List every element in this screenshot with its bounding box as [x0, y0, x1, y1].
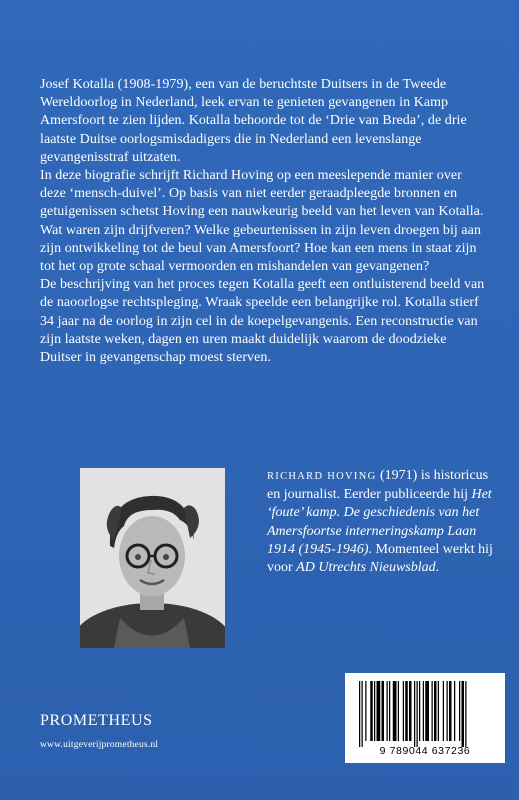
barcode [345, 673, 505, 763]
publisher-logo [40, 712, 153, 730]
bio-text-3: . [435, 560, 440, 576]
bio-text-1: (1971) is historicus en journalist. Eerder publiceerde hij [267, 468, 489, 503]
bio-book-title-1: Het ‘foute’ kamp. De geschiedenis van het Amersfoortse interneringskamp Laan 1914 (1945-1946) [267, 487, 492, 557]
publisher-url: www.uitgeverijprometheus.nl [40, 740, 159, 750]
blurb-text [40, 76, 488, 367]
bio-text-2: . Momenteel werkt hij voor [267, 541, 493, 576]
author-photo [80, 468, 225, 648]
author-name: RICHARD HOVING [267, 471, 377, 482]
publisher-logo-text: PROMETHEUS [40, 712, 153, 729]
blurb-paragraph-3: De beschrijving van het proces tegen Kotalla geeft een ontluisterend beeld van de naoorlogse rechtspleging. Wraak speelde een belangrijke rol. Kotalla stierf 34 jaar na de oorlog in zijn cel in de koepelgevangenis. Een reconstructie van zijn laatste weken, dagen en uren maakt duidelijk waarom de doodzieke Duitser in gevangenschap moest sterven. [40, 277, 485, 366]
blurb-paragraph-1: Josef Kotalla (1908-1979), een van de beruchtste Duitsers in de Tweede Wereldoorlog in Nederland, leek ervan te genieten gevangenen in Kamp Amersfoort te zien lijden. Kotalla behoorde tot de ‘Drie van Breda’, de drie laatste Duitse oorlogsmisdadigers die in Nederland een levenslange gevangenisstraf uitzaten. [40, 77, 467, 165]
barcode-number: 9 789044 637236 [379, 745, 471, 757]
author-portrait-image [80, 468, 225, 648]
bio-employer-title: AD Utrechts Nieuwsblad [296, 560, 436, 576]
blurb-paragraph-2: In deze biografie schrijft Richard Hoving op een meeslepende manier over deze ‘mensch-duivel’. Op basis van niet eerder geraadpleegde bronnen en getuigenissen schetst Hoving een nauwkeurig beeld van het leven van Kotalla. Wat waren zijn drijfveren? Welke gebeurtenissen in zijn leven droegen bij aan zijn ontwikkeling tot de beul van Amersfoort? Hoe kan een mens in staat zijn tot het op grote schaal vermoorden en mishandelen van gevangenen? [40, 168, 484, 275]
author-bio [267, 467, 497, 577]
